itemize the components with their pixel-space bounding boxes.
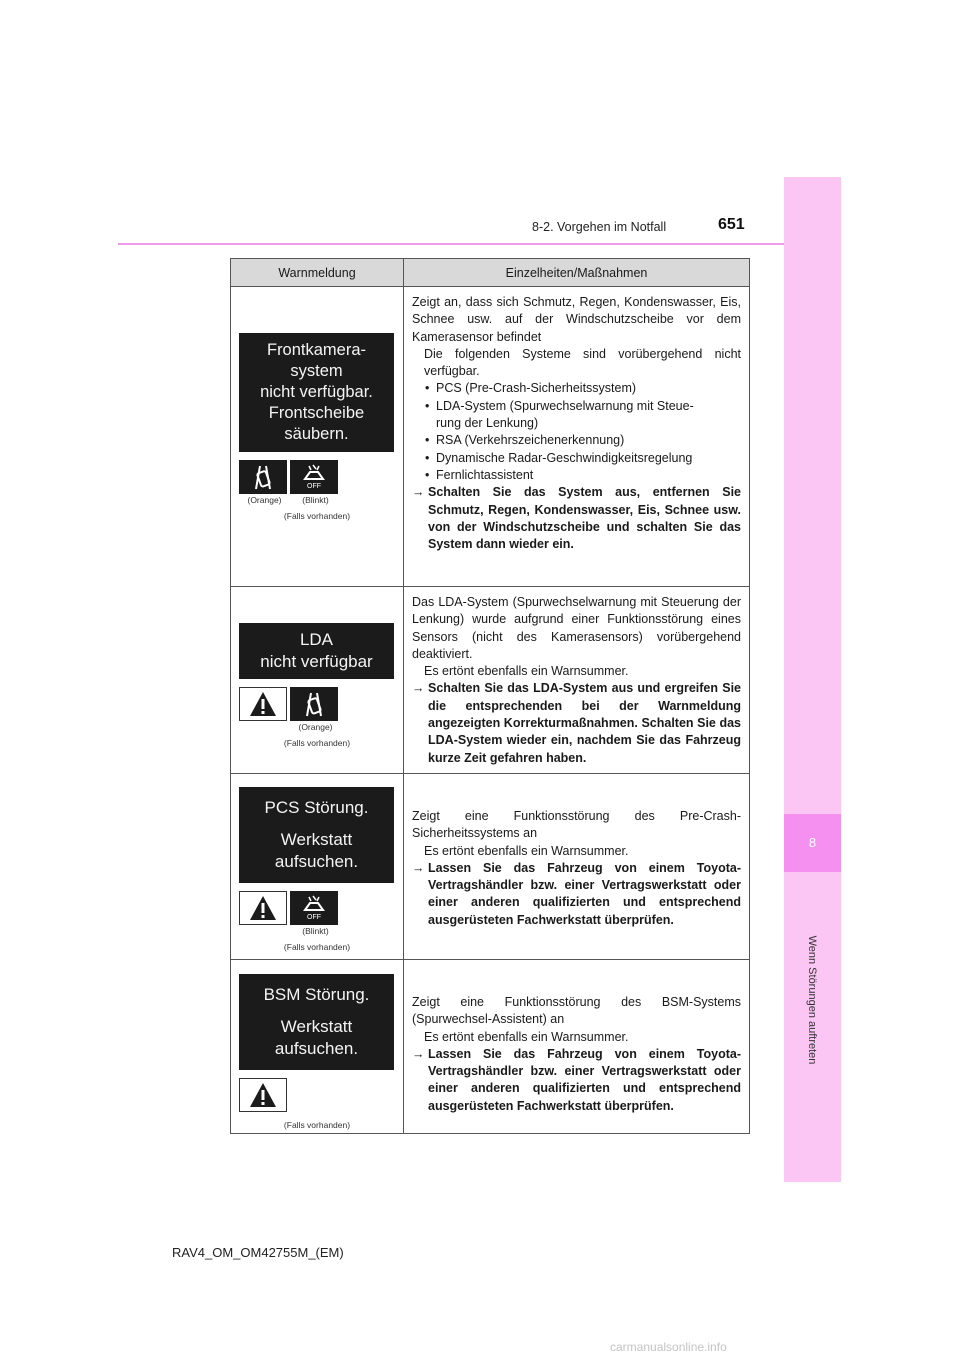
details-intro: Zeigt eine Funktionsstörung des BSM-Systems (Spurwechsel-Assistent) an: [412, 995, 741, 1027]
action-body: Lassen Sie das Fahrzeug von einem Toyota-Vertragshändler bzw. einer Vertragswerkstatt oder einer anderen qualifizierten und entsprechend ausgerüsteten Fachwerkstatt überprüfen.: [428, 860, 741, 927]
warning-image-cell: [231, 960, 404, 1134]
warning-triangle-icon: [239, 891, 287, 925]
warning-image-cell: [231, 287, 404, 587]
display-line: [239, 819, 394, 829]
details-intro: Zeigt an, dass sich Schmutz, Regen, Kondenswasser, Eis, Schnee usw. auf der Windschutzscheibe vor dem Kamerasensor befindet: [412, 295, 741, 344]
warning-image-cell: [231, 587, 404, 774]
bullet-continuation: rung der Lenkung): [436, 416, 539, 431]
display-line: nicht verfügbar.: [260, 383, 373, 401]
details-cell: [404, 587, 750, 774]
display-line: system: [290, 362, 343, 380]
details-cell: [404, 960, 750, 1134]
arrow-icon: →: [412, 485, 425, 500]
bullet-item: • Fernlichtassistent: [412, 467, 741, 484]
action-text: [412, 484, 741, 553]
details-note: Die folgenden Systeme sind vorübergehend nicht verfügbar.: [424, 346, 741, 379]
action-body: Schalten Sie das System aus, entfernen Sie Schmutz, Regen, Kondenswasser, Eis, Schnee usw. von der Windschutzscheibe und schalten Sie das System dann wieder ein.: [428, 485, 741, 552]
table-row: [231, 960, 750, 1134]
table-row: [231, 774, 750, 960]
lane-departure-icon: [239, 460, 287, 494]
details-cell: [404, 287, 750, 587]
pcs-off-icon: [290, 891, 338, 925]
table-header: [231, 259, 750, 287]
document-code: RAV4_OM_OM42755M_(EM): [172, 1245, 344, 1260]
display-line: säubern.: [284, 425, 349, 443]
display-line: BSM Störung.: [263, 985, 370, 1004]
header-rule: [118, 243, 784, 245]
details-intro: Zeigt eine Funktionsstörung des Pre-Crash-Sicherheitssystems an: [412, 809, 741, 841]
lane-departure-icon: [290, 687, 338, 721]
action-text: [412, 680, 741, 766]
arrow-icon: →: [412, 681, 425, 696]
falls-vorhanden: (Falls vorhanden): [283, 738, 351, 748]
display-line: Werkstatt: [280, 1017, 353, 1036]
details-note: Es ertönt ebenfalls ein Warnsummer.: [424, 1029, 629, 1044]
display-line: Werkstatt: [280, 830, 353, 849]
details-note: Es ertönt ebenfalls ein Warnsummer.: [424, 664, 629, 679]
warning-triangle-icon: [239, 1078, 287, 1112]
display-line: LDA: [299, 630, 334, 649]
icon-caption: (Blinkt): [302, 495, 329, 505]
warning-display: [239, 333, 394, 452]
display-line: nicht verfügbar: [260, 652, 373, 671]
off-label: OFF: [307, 914, 321, 921]
bullet-item: • Dynamische Radar-Geschwindigkeitsregelung: [412, 450, 741, 467]
display-line: [239, 1006, 394, 1016]
action-text: [412, 860, 741, 929]
details-intro: Das LDA-System (Spurwechselwarnung mit Steuerung der Lenkung) wurde aufgrund einer Funktionsstörung eines Sensors (nicht des Kamerasensors) vorübergehend deaktiviert.: [412, 595, 741, 661]
bullet-item: • RSA (Verkehrszeichenerkennung): [412, 432, 741, 449]
falls-vorhanden: (Falls vorhanden): [283, 511, 351, 521]
pcs-off-icon: [290, 460, 338, 494]
display-line: aufsuchen.: [274, 1039, 359, 1058]
display-line: aufsuchen.: [274, 852, 359, 871]
section-title: 8-2. Vorgehen im Notfall: [532, 220, 667, 234]
col-warnmeldung: Warnmeldung: [231, 259, 404, 287]
chapter-number-tab: [784, 814, 841, 872]
warning-image-cell: [231, 774, 404, 960]
page-number: 651: [718, 216, 745, 233]
arrow-icon: →: [412, 860, 425, 875]
icon-caption: (Blinkt): [302, 926, 329, 936]
details-note: Es ertönt ebenfalls ein Warnsummer.: [424, 843, 629, 858]
action-body: Schalten Sie das LDA-System aus und ergreifen Sie die entsprechenden bei der Warnmeldung angezeigten Korrekturmaßnahmen. Schalten Sie das LDA-System wieder ein, nachdem Sie das Fahrzeug kurze Zeit gefahren haben.: [428, 681, 741, 765]
col-einzelheiten: Einzelheiten/Maßnahmen: [404, 259, 750, 287]
chapter-label: Wenn Störungen auftreten: [806, 935, 818, 1065]
action-body: Lassen Sie das Fahrzeug von einem Toyota-Vertragshändler bzw. einer Vertragswerkstatt oder einer anderen qualifizierten und entsprechend ausgerüsteten Fachwerkstatt überprüfen.: [428, 1046, 741, 1113]
warning-triangle-icon: [239, 687, 287, 721]
warning-display: [239, 974, 394, 1070]
table-row: [231, 287, 750, 587]
bullet-item: • PCS (Pre-Crash-Sicherheitssystem): [412, 380, 741, 397]
watermark: carmanualsonline.info: [610, 1340, 727, 1354]
off-label: OFF: [307, 483, 321, 490]
bullet-item: • LDA-System (Spurwechselwarnung mit Steue-: [412, 398, 741, 415]
display-line: PCS Störung.: [264, 798, 369, 817]
warning-display: [239, 623, 394, 679]
icon-caption: (Orange): [298, 722, 333, 732]
display-line: Frontscheibe: [268, 404, 365, 422]
action-text: [412, 1046, 741, 1115]
display-line: Frontkamera-: [266, 341, 367, 359]
warning-table: [230, 258, 750, 1134]
details-cell: [404, 774, 750, 960]
falls-vorhanden: (Falls vorhanden): [283, 942, 351, 952]
warning-display: [239, 787, 394, 883]
arrow-icon: →: [412, 1046, 425, 1061]
chapter-number: 8: [808, 835, 817, 850]
falls-vorhanden: (Falls vorhanden): [283, 1120, 351, 1130]
table-row: [231, 587, 750, 774]
icon-caption: (Orange): [247, 495, 282, 505]
